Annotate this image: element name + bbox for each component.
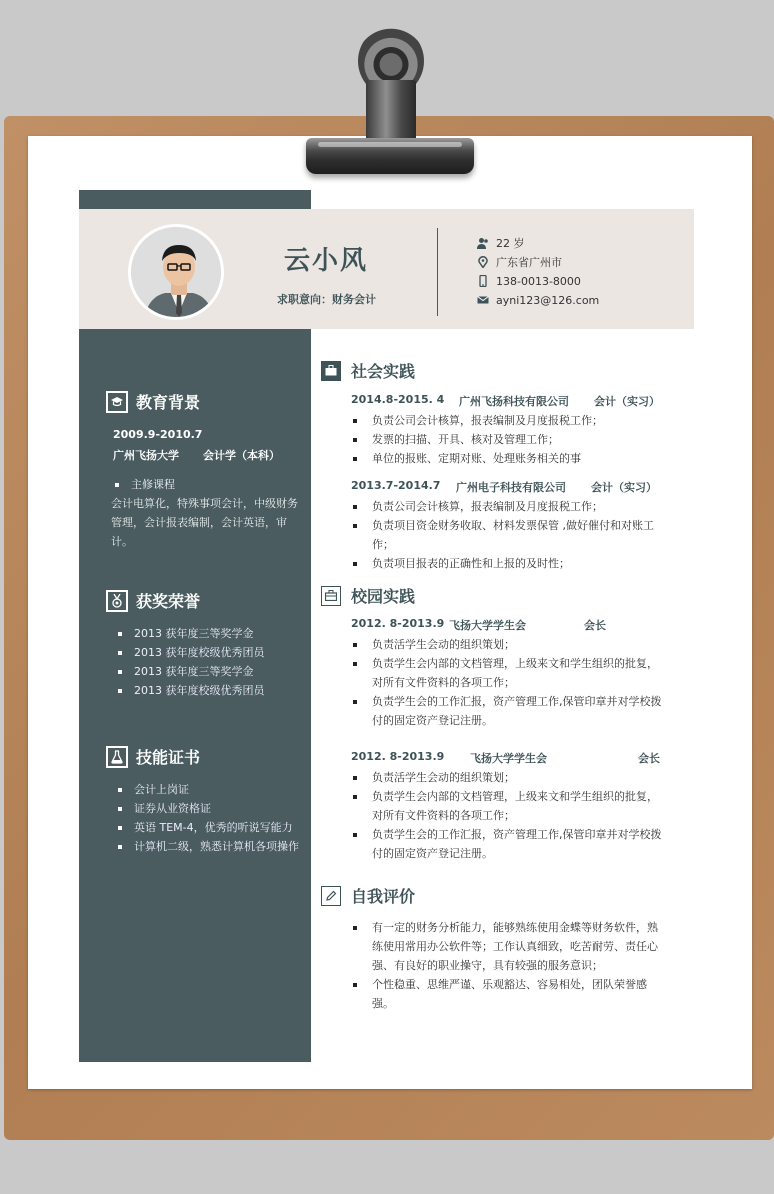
list-item: 负责学生会的工作汇报，资产管理工作,保管印章并对学校拨付的固定资产登记注册。 <box>352 825 666 863</box>
briefcase-icon <box>321 361 341 381</box>
contact-text: 22 岁 <box>496 237 525 250</box>
education-school: 广州飞扬大学 <box>113 449 179 462</box>
job-company: 广州飞扬科技有限公司 <box>459 395 569 408</box>
contact-phone <box>477 273 581 289</box>
job-org: 飞扬大学学生会 <box>449 619 526 632</box>
list-item: 英语 TEM-4，优秀的听说写能力 <box>118 818 299 837</box>
job-duties-list <box>352 411 666 468</box>
self-title-text: 自我评价 <box>351 887 416 906</box>
job-duties-list <box>352 497 666 573</box>
skills-title <box>106 745 200 768</box>
skills-title-text: 技能证书 <box>136 748 201 767</box>
edit-icon <box>321 886 341 906</box>
list-item: 2013 获年度校级优秀团员 <box>118 681 265 700</box>
courses-text: 会计电算化，特殊事项会计，中级财务管理，会计报表编制，会计英语，审计。 <box>111 497 298 548</box>
education-title <box>106 390 200 413</box>
list-item: 负责学生会的工作汇报，资产管理工作,保管印章并对学校拨付的固定资产登记注册。 <box>352 692 666 730</box>
list-item: 负责项目报表的正确性和上报的及时性； <box>352 554 666 573</box>
list-item: 负责活学生会动的组织策划； <box>352 635 666 654</box>
awards-title-text: 获奖荣誉 <box>136 592 201 611</box>
avatar <box>128 224 224 320</box>
contact-location <box>477 254 562 270</box>
self-title <box>321 884 415 907</box>
list-item: 2013 获年度校级优秀团员 <box>118 643 265 662</box>
list-item: 负责公司会计核算，报表编制及月度报税工作； <box>352 411 666 430</box>
list-item: 负责项目资金财务收取、材料发票保管 ,做好催付和对账工作； <box>352 516 666 554</box>
campus-title-text: 校园实践 <box>351 587 416 606</box>
list-item: 负责活学生会动的组织策划； <box>352 768 666 787</box>
flask-icon <box>106 746 128 768</box>
courses-label: 主修课程 <box>115 475 175 494</box>
job-role: 会长 <box>638 752 660 765</box>
clip-neck <box>366 80 416 144</box>
courses-list <box>115 475 175 494</box>
education-period: 2009.9-2010.7 <box>113 428 203 441</box>
contact-email <box>477 292 599 308</box>
list-item: 负责学生会内部的文档管理，上级来文和学生组织的批复，对所有文件资料的各项工作； <box>352 654 666 692</box>
contact-text: 138-0013-8000 <box>496 274 581 288</box>
awards-title <box>106 589 200 612</box>
awards-list <box>118 624 265 700</box>
education-title-text: 教育背景 <box>136 393 201 412</box>
job-period: 2014.8-2015. 4 <box>351 393 445 406</box>
social-title-text: 社会实践 <box>351 362 416 381</box>
job-duties-list <box>352 768 666 863</box>
contact-text: 广东省广州市 <box>496 256 562 269</box>
job-period: 2013.7-2014.7 <box>351 479 441 492</box>
list-item: 单位的报账、定期对账、处理账务相关的事 <box>352 449 666 468</box>
clip-shine <box>318 142 462 147</box>
job-role: 会计（实习） <box>594 395 660 408</box>
list-item: 发票的扫描、开具、核对及管理工作； <box>352 430 666 449</box>
list-item: 2013 获年度三等奖学金 <box>118 662 265 681</box>
user-icon <box>477 237 489 249</box>
self-eval-list <box>352 918 666 1013</box>
contact-age <box>477 235 525 251</box>
header-divider <box>437 228 438 316</box>
list-item: 2013 获年度三等奖学金 <box>118 624 265 643</box>
list-item: 证券从业资格证 <box>118 799 299 818</box>
job-role: 会计（实习） <box>591 481 657 494</box>
job-org: 飞扬大学学生会 <box>470 752 547 765</box>
list-item: 负责公司会计核算，报表编制及月度报税工作； <box>352 497 666 516</box>
phone-icon <box>477 275 489 287</box>
list-item: 个性稳重、思维严谨、乐观豁达、容易相处，团队荣誉感强。 <box>352 975 666 1013</box>
mail-icon <box>477 294 489 306</box>
candidate-name: 云小风 <box>284 246 369 276</box>
briefcase-outline-icon <box>321 586 341 606</box>
list-item: 有一定的财务分析能力，能够熟练使用金蝶等财务软件，熟练使用常用办公软件等；工作认真细致，吃苦耐劳、责任心强、有良好的职业操守，具有较强的服务意识； <box>352 918 666 975</box>
job-intent: 求职意向：财务会计 <box>277 293 376 306</box>
skills-list <box>118 780 299 856</box>
job-period: 2012. 8-2013.9 <box>351 617 445 630</box>
location-icon <box>477 256 489 268</box>
job-period: 2012. 8-2013.9 <box>351 750 445 763</box>
campus-title <box>321 584 415 607</box>
medal-icon <box>106 590 128 612</box>
graduation-cap-icon <box>106 391 128 413</box>
education-major: 会计学（本科） <box>203 449 280 462</box>
list-item: 会计上岗证 <box>118 780 299 799</box>
job-company: 广州电子科技有限公司 <box>456 481 566 494</box>
contact-text: ayni123@126.com <box>496 293 600 307</box>
job-role: 会长 <box>584 619 606 632</box>
list-item: 负责学生会内部的文档管理，上级来文和学生组织的批复，对所有文件资料的各项工作； <box>352 787 666 825</box>
social-title <box>321 359 415 382</box>
list-item: 计算机二级，熟悉计算机各项操作 <box>118 837 299 856</box>
job-duties-list <box>352 635 666 730</box>
